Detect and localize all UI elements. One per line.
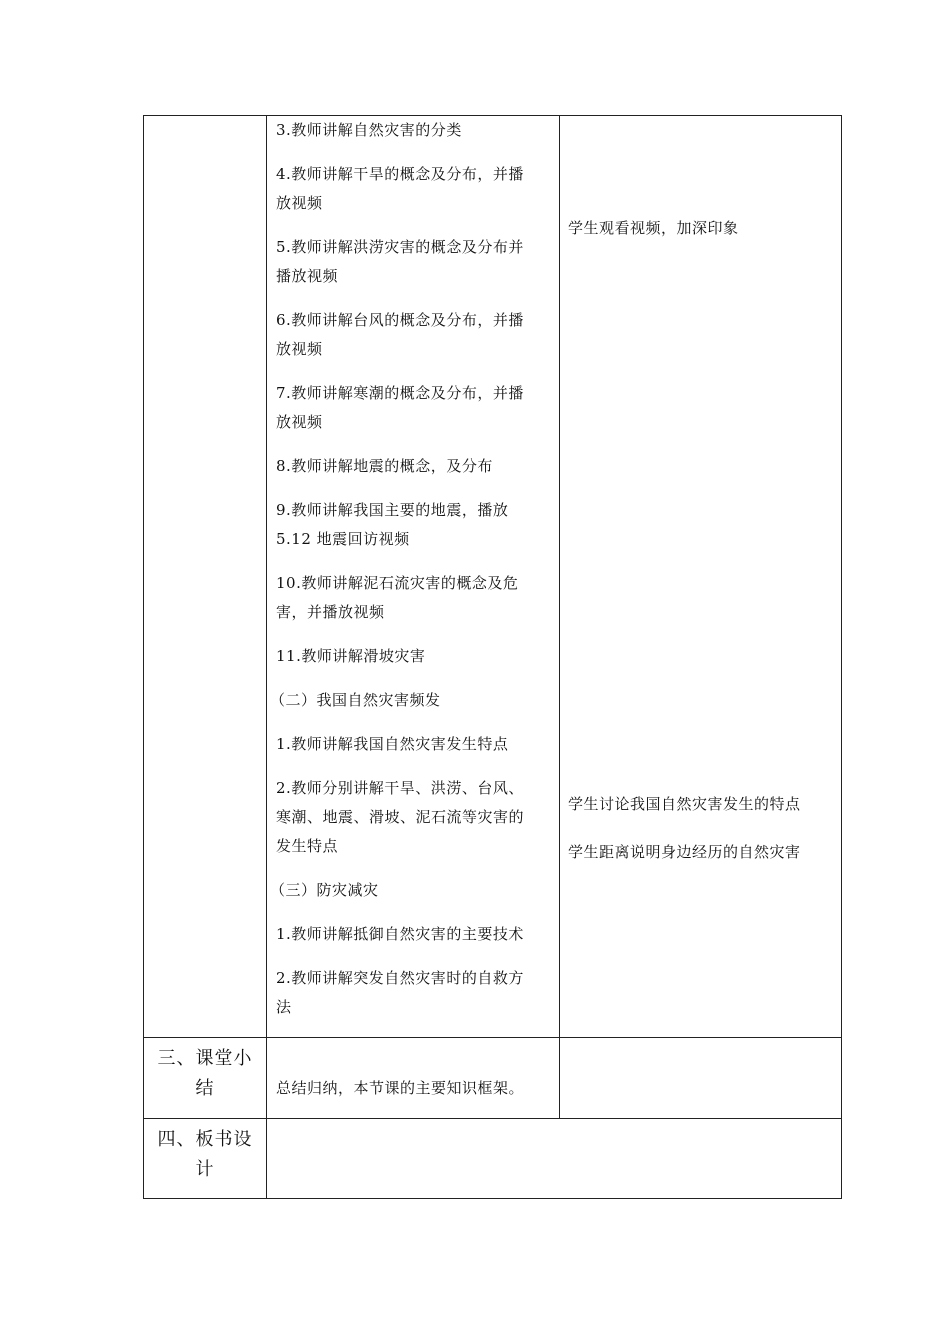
activity-item-cont: 播放视频 [276,267,339,285]
board-design-label: 四、板书设 计 [157,1129,253,1180]
activity-item: 5.教师讲解洪涝灾害的概念及分布并 [276,238,524,256]
activity-item: 2.教师讲解突发自然灾害时的自救方 [276,969,524,987]
activity-item-cont: 发生特点 [276,837,339,855]
activity-item: 11.教师讲解滑坡灾害 [276,647,426,665]
activity-item-cont: 放视频 [276,413,323,431]
table-col-divider-1 [266,115,267,1199]
section-heading: （三）防灾减灾 [270,881,379,899]
activity-item-cont: 害，并播放视频 [276,603,385,621]
activity-item: 2.教师分别讲解干旱、洪涝、台风、 [276,779,524,797]
activity-item-cont: 法 [276,998,292,1016]
table-border-bottom [143,1198,842,1199]
activity-item: 9.教师讲解我国主要的地震，播放 [276,501,509,519]
section-heading: （二）我国自然灾害频发 [270,691,441,709]
activity-item-cont: 放视频 [276,194,323,212]
student-activity-describe: 学生距离说明身边经历的自然灾害 [568,843,801,861]
student-activity-discuss: 学生讨论我国自然灾害发生的特点 [568,795,801,813]
activity-item: 4.教师讲解干旱的概念及分布，并播 [276,165,524,183]
table-divider-summary [143,1037,842,1038]
activity-item: 6.教师讲解台风的概念及分布，并播 [276,311,524,329]
table-col-divider-2 [559,115,560,1119]
activity-item: 1.教师讲解抵御自然灾害的主要技术 [276,925,524,943]
table-border-right [841,115,842,1199]
activity-item-cont: 5.12 地震回访视频 [276,530,410,548]
activity-item-cont: 寒潮、地震、滑坡、泥石流等灾害的 [276,808,525,826]
activity-item: 8.教师讲解地震的概念，及分布 [276,457,493,475]
summary-content: 总结归纳，本节课的主要知识框架。 [276,1079,525,1097]
table-border-top [143,115,842,116]
table-divider-board [143,1118,842,1119]
table-border-left [143,115,144,1199]
activity-item: 1.教师讲解我国自然灾害发生特点 [276,735,509,753]
student-activity-watch: 学生观看视频，加深印象 [568,219,739,237]
activity-item: 10.教师讲解泥石流灾害的概念及危 [276,574,519,592]
activity-item: 7.教师讲解寒潮的概念及分布，并播 [276,384,524,402]
summary-label: 三、课堂小 结 [157,1048,253,1099]
activity-item: 3.教师讲解自然灾害的分类 [276,121,462,139]
activity-item-cont: 放视频 [276,340,323,358]
